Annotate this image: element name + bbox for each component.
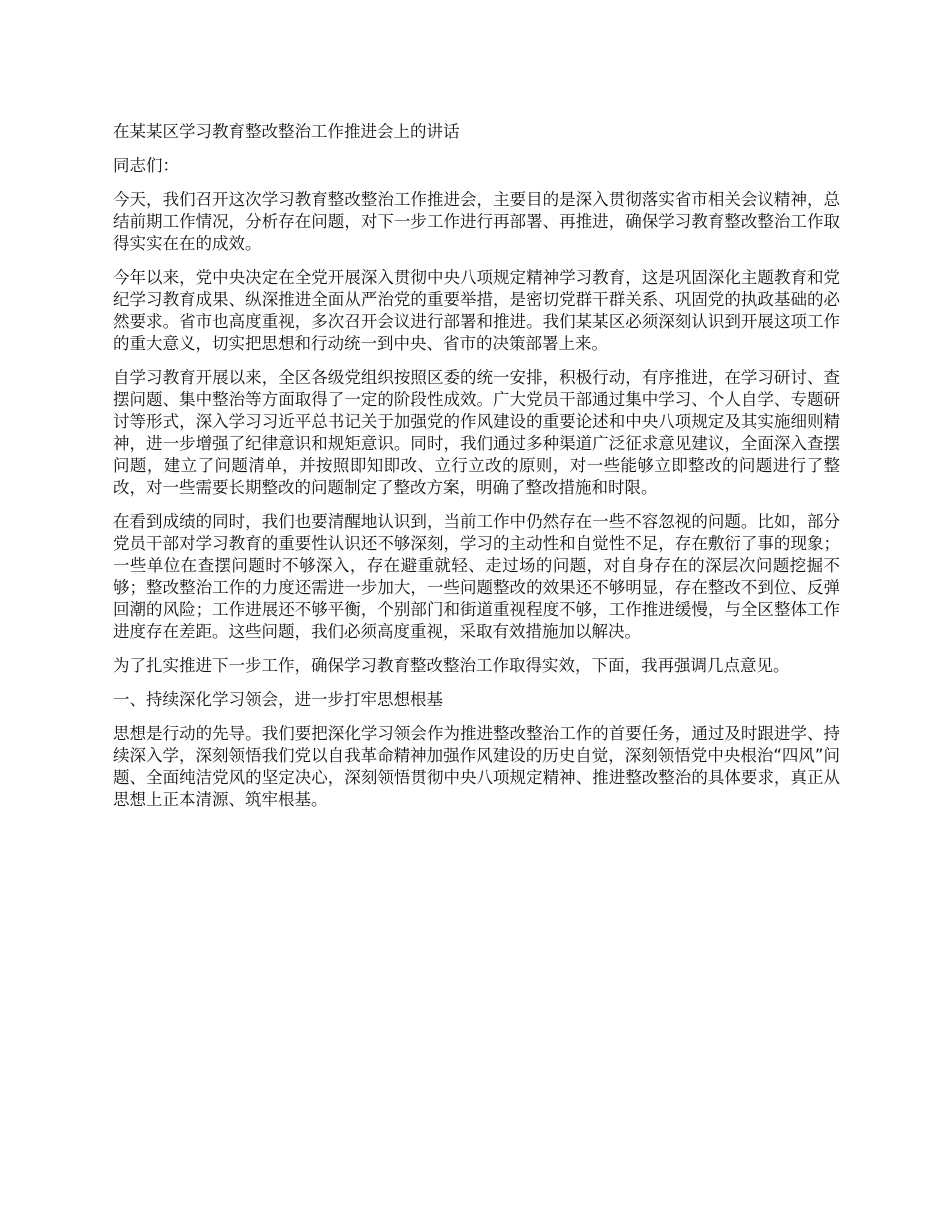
paragraph-problems: 在看到成绩的同时，我们也要清醒地认识到，当前工作中仍然存在一些不容忽视的问题。比如，部分党员干部对学习教育的重要性认识还不够深刻，学习的主动性和自觉性不足，存在敷衍了事的现象；一些单位在查摆问题时不够深入，存在避重就轻、走过场的问题，对自身存在的深层次问题挖掘不够；整改整治工作的力度还需进一步加大，一些问题整改的效果还不够明显，存在整改不到位、反弹回潮的风险；工作进展还不够平衡，个别部门和街道重视程度不够，工作推进缓慢，与全区整体工作进度存在差距。这些问题，我们必须高度重视，采取有效措施加以解决。 [113, 512, 840, 641]
paragraph-background: 今年以来，党中央决定在全党开展深入贯彻中央八项规定精神学习教育，这是巩固深化主题教育和党纪学习教育成果、纵深推进全面从严治党的重要举措，是密切党群干群关系、巩固党的执政基础的必然要求。省市也高度重视，多次召开会议进行部署和推进。我们某某区必须深刻认识到开展这项工作的重大意义，切实把思想和行动统一到中央、省市的决策部署上来。 [113, 268, 840, 353]
document-title: 在某某区学习教育整改整治工作推进会上的讲话 [113, 122, 460, 141]
section-heading-1: 一、持续深化学习领会，进一步打牢思想根基 [113, 690, 443, 709]
document-page [113, 121, 840, 823]
salutation: 同志们： [113, 156, 179, 175]
paragraph-opening: 今天，我们召开这次学习教育整改整治工作推进会，主要目的是深入贯彻落实省市相关会议精神，总结前期工作情况，分析存在问题，对下一步工作进行再部署、再推进，确保学习教育整改整治工作取得实实在在的成效。 [113, 190, 840, 253]
paragraph-section-1: 思想是行动的先导。我们要把深化学习领会作为推进整改整治工作的首要任务，通过及时跟进学、持续深入学，深刻领悟我们党以自我革命精神加强作风建设的历史自觉，深刻领悟党中央根治“四风”问题、全面纯洁党风的坚定决心，深刻领悟贯彻中央八项规定精神、推进整改整治的具体要求，真正从思想上正本清源、筑牢根基。 [113, 724, 840, 809]
paragraph-transition: 为了扎实推进下一步工作，确保学习教育整改整治工作取得实效，下面，我再强调几点意见。 [113, 656, 790, 675]
paragraph-achievements: 自学习教育开展以来，全区各级党组织按照区委的统一安排，积极行动，有序推进，在学习研讨、查摆问题、集中整治等方面取得了一定的阶段性成效。广大党员干部通过集中学习、个人自学、专题研讨等形式，深入学习习近平总书记关于加强党的作风建设的重要论述和中央八项规定及其实施细则精神，进一步增强了纪律意识和规矩意识。同时，我们通过多种渠道广泛征求意见建议，全面深入查摆问题，建立了问题清单，并按照即知即改、立行立改的原则，对一些能够立即整改的问题进行了整改，对一些需要长期整改的问题制定了整改方案，明确了整改措施和时限。 [113, 368, 840, 497]
